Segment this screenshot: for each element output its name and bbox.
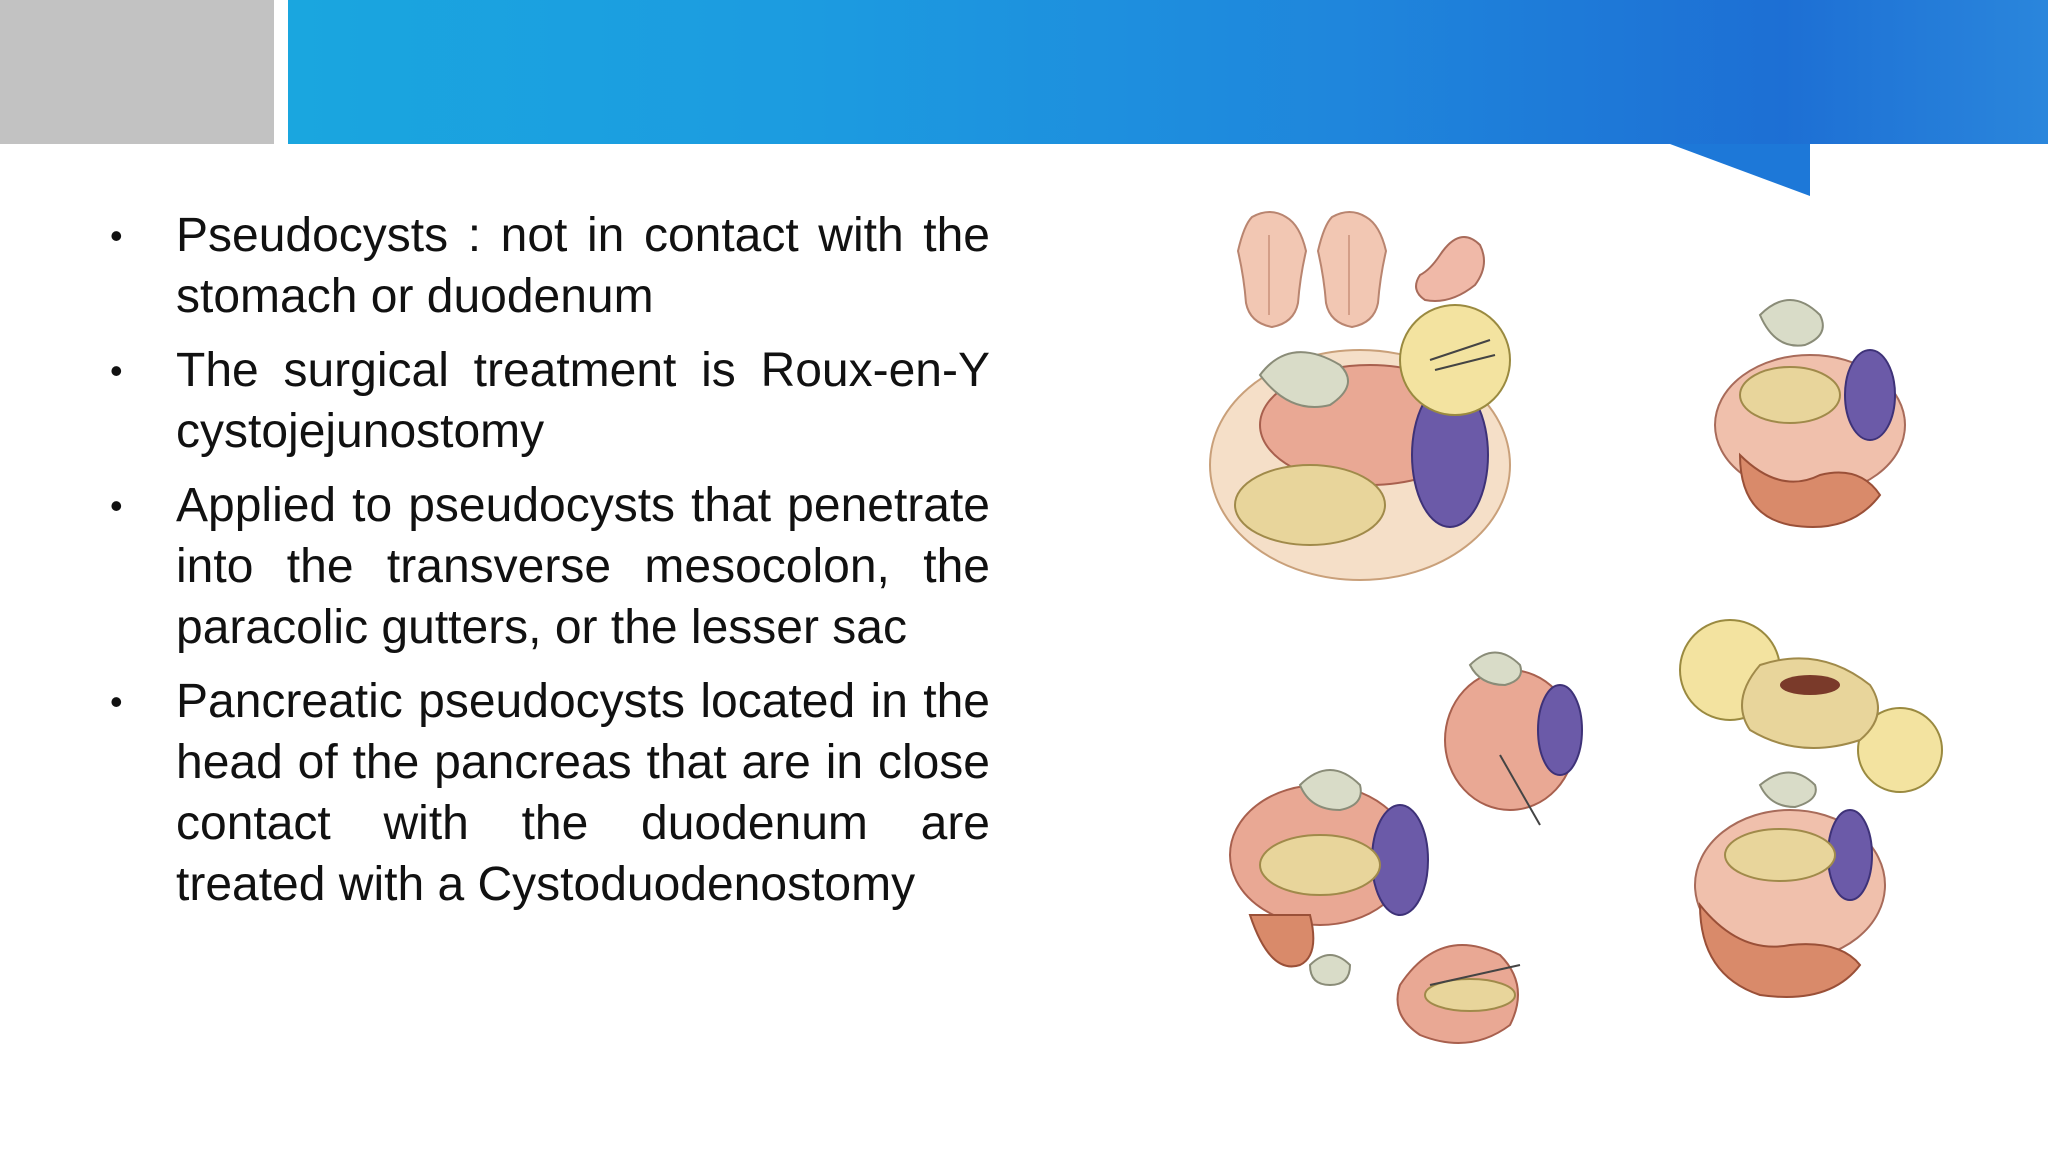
torso-figure-right [1318, 212, 1386, 327]
illustration-panel-top-right [1715, 300, 1905, 527]
bullet-text: The surgical treatment is Roux-en-Y cystojejunostomy [176, 344, 990, 458]
torso-figure-left [1238, 212, 1306, 327]
bullet-text: Pancreatic pseudocysts located in the head of the pancreas that are in close contact with the duodenum are treated with a Cystoduodenostomy [176, 675, 990, 911]
bullet-dot: • [110, 215, 123, 256]
illustration-panel-bottom [1398, 945, 1521, 1043]
illustration-panel-main [1210, 305, 1510, 580]
illustration-panel-mid-right [1680, 620, 1942, 792]
bullet-dot: • [110, 350, 123, 391]
bullet-dot: • [110, 681, 123, 722]
bullet-item [110, 475, 990, 658]
bullet-item [110, 205, 990, 327]
header-blue-banner [288, 0, 2048, 144]
illustration-panel-lower-left [1230, 770, 1428, 985]
surgical-illustration [1200, 195, 1960, 1095]
stomach-small [1416, 237, 1484, 301]
bullet-dot: • [110, 485, 123, 526]
bullet-list [110, 205, 990, 928]
illustration-panel-bottom-right [1695, 773, 1885, 998]
illustration-panel-lower-middle [1445, 653, 1582, 826]
bullet-text: Applied to pseudocysts that penetrate into the transverse mesocolon, the paracolic gutters, or the lesser sac [176, 479, 990, 654]
bullet-text: Pseudocysts : not in contact with the stomach or duodenum [176, 209, 990, 323]
bullet-item [110, 340, 990, 462]
header-gray-block [0, 0, 274, 144]
bullet-item [110, 671, 990, 915]
